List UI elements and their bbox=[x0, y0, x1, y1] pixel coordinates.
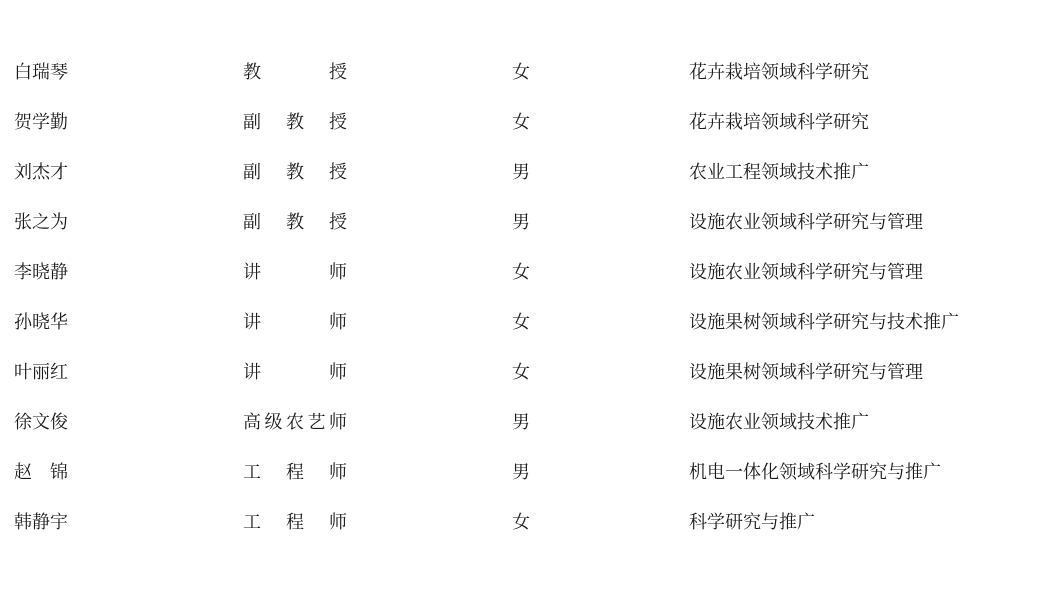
staff-title: 副教授 bbox=[243, 162, 347, 183]
staff-name: 徐文俊 bbox=[14, 412, 68, 433]
staff-name: 白瑞琴 bbox=[14, 62, 68, 83]
staff-gender: 男 bbox=[512, 462, 530, 483]
staff-gender: 女 bbox=[512, 362, 530, 383]
table-row bbox=[0, 398, 1059, 448]
staff-title: 讲师 bbox=[243, 262, 347, 283]
staff-name: 赵 锦 bbox=[14, 462, 68, 483]
table-row bbox=[0, 448, 1059, 498]
staff-gender: 男 bbox=[512, 212, 530, 233]
staff-title: 副教授 bbox=[243, 212, 347, 233]
table-row bbox=[0, 48, 1059, 98]
staff-gender: 女 bbox=[512, 112, 530, 133]
table-row bbox=[0, 148, 1059, 198]
staff-title: 讲师 bbox=[243, 362, 347, 383]
table-row bbox=[0, 198, 1059, 248]
staff-name: 叶丽红 bbox=[14, 362, 68, 383]
staff-field: 设施果树领域科学研究与管理 bbox=[689, 362, 923, 383]
staff-name: 张之为 bbox=[14, 212, 68, 233]
staff-name: 韩静宇 bbox=[14, 512, 68, 533]
staff-name: 李晓静 bbox=[14, 262, 68, 283]
staff-field: 设施农业领域技术推广 bbox=[689, 412, 869, 433]
staff-gender: 女 bbox=[512, 312, 530, 333]
table-row bbox=[0, 98, 1059, 148]
staff-title: 工程师 bbox=[243, 462, 347, 483]
table-row bbox=[0, 348, 1059, 398]
staff-field: 花卉栽培领域科学研究 bbox=[689, 112, 869, 133]
staff-title: 教授 bbox=[243, 62, 347, 83]
staff-field: 设施农业领域科学研究与管理 bbox=[689, 212, 923, 233]
staff-field: 花卉栽培领域科学研究 bbox=[689, 62, 869, 83]
staff-field: 机电一体化领域科学研究与推广 bbox=[689, 462, 941, 483]
staff-field: 设施农业领域科学研究与管理 bbox=[689, 262, 923, 283]
staff-title: 讲师 bbox=[243, 312, 347, 333]
staff-field: 农业工程领域技术推广 bbox=[689, 162, 869, 183]
staff-gender: 女 bbox=[512, 262, 530, 283]
table-row bbox=[0, 498, 1059, 548]
staff-field: 设施果树领域科学研究与技术推广 bbox=[689, 312, 959, 333]
table-row bbox=[0, 298, 1059, 348]
staff-table bbox=[0, 48, 1059, 548]
staff-title: 副教授 bbox=[243, 112, 347, 133]
staff-gender: 女 bbox=[512, 62, 530, 83]
staff-field: 科学研究与推广 bbox=[689, 512, 815, 533]
staff-name: 孙晓华 bbox=[14, 312, 68, 333]
staff-gender: 男 bbox=[512, 412, 530, 433]
staff-gender: 女 bbox=[512, 512, 530, 533]
staff-title: 高级农艺师 bbox=[243, 412, 347, 433]
staff-name: 刘杰才 bbox=[14, 162, 68, 183]
staff-gender: 男 bbox=[512, 162, 530, 183]
table-row bbox=[0, 248, 1059, 298]
staff-name: 贺学勤 bbox=[14, 112, 68, 133]
staff-title: 工程师 bbox=[243, 512, 347, 533]
